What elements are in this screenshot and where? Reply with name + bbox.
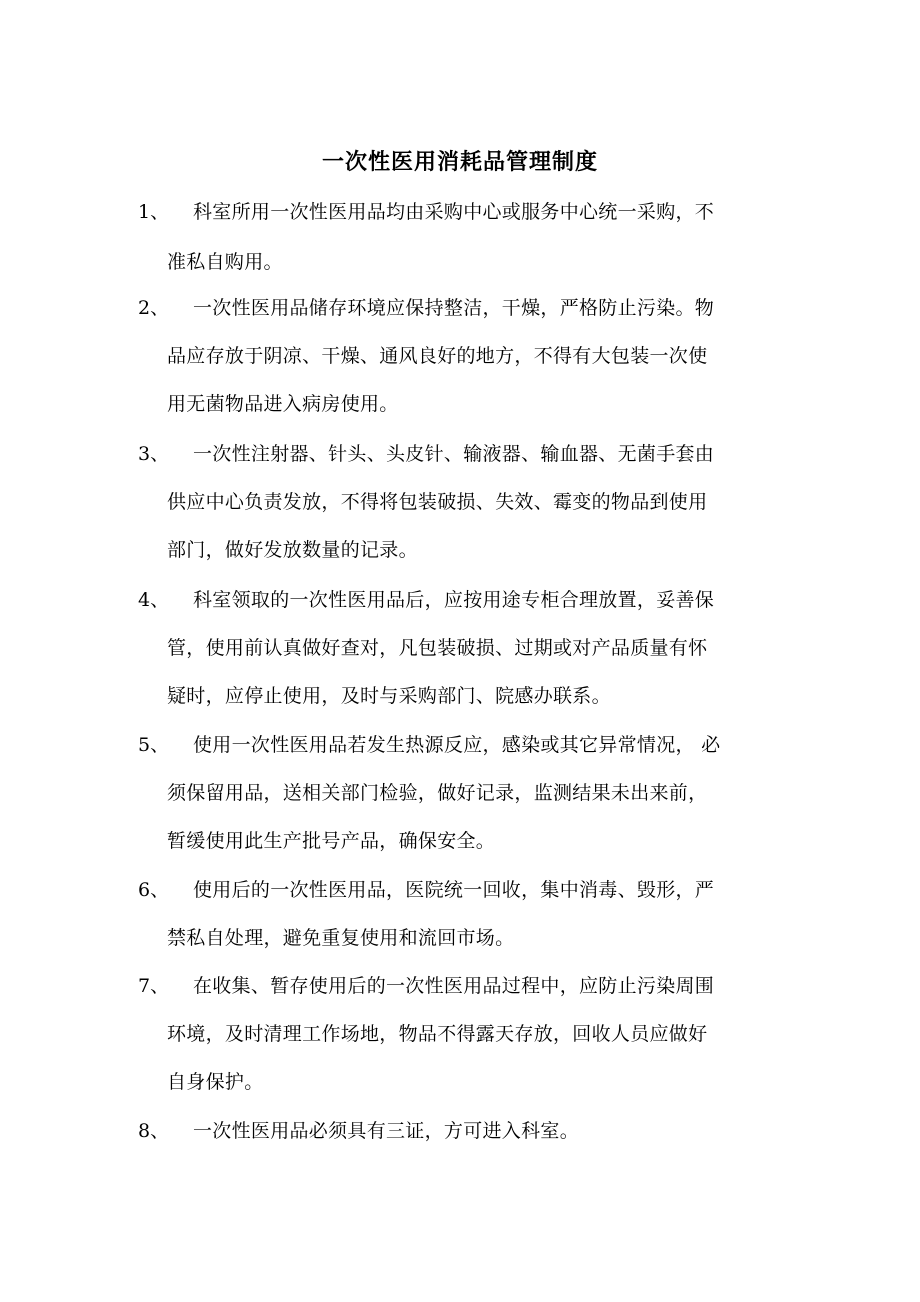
item-line: 使用一次性医用品若发生热源反应，感染或其它异常情况， 必 [193, 734, 721, 756]
item-number: 3、 [138, 443, 170, 465]
item-number: 4、 [138, 589, 170, 611]
item-line: 须保留用品，送相关部门检验，做好记录，监测结果未出来前， [167, 782, 708, 804]
item-number: 5、 [138, 734, 170, 756]
item-number: 7、 [138, 975, 170, 997]
item-line: 自身保护。 [167, 1071, 264, 1093]
item-number: 6、 [138, 879, 170, 901]
item-number: 2、 [138, 297, 170, 319]
document-title: 一次性医用消耗品管理制度 [321, 149, 598, 175]
item-line: 一次性医用品必须具有三证，方可进入科室。 [193, 1120, 580, 1142]
item-line: 暂缓使用此生产批号产品，确保安全。 [167, 830, 496, 852]
item-line: 科室领取的一次性医用品后，应按用途专柜合理放置，妥善保 [193, 589, 715, 611]
item-line: 用无菌物品进入病房使用。 [167, 393, 399, 415]
item-line: 部门，做好发放数量的记录。 [167, 539, 418, 561]
item-number: 8、 [138, 1120, 170, 1142]
item-line: 疑时，应停止使用，及时与采购部门、院感办联系。 [167, 685, 611, 707]
item-line: 环境，及时清理工作场地，物品不得露天存放，回收人员应做好 [167, 1023, 708, 1045]
item-line: 品应存放于阴凉、干燥、通风良好的地方，不得有大包装一次使 [167, 345, 708, 367]
item-line: 使用后的一次性医用品，医院统一回收，集中消毒、毁形，严 [193, 879, 715, 901]
item-line: 管，使用前认真做好查对，凡包装破损、过期或对产品质量有怀 [167, 637, 708, 659]
item-number: 1、 [138, 201, 170, 223]
item-line: 准私自购用。 [167, 251, 283, 273]
item-line: 在收集、暂存使用后的一次性医用品过程中，应防止污染周围 [193, 975, 715, 997]
item-line: 禁私自处理，避免重复使用和流回市场。 [167, 927, 515, 949]
item-line: 供应中心负责发放，不得将包装破损、失效、霉变的物品到使用 [167, 491, 708, 513]
item-line: 科室所用一次性医用品均由采购中心或服务中心统一采购，不 [193, 201, 715, 223]
item-line: 一次性注射器、针头、头皮针、输液器、输血器、无菌手套由 [193, 443, 715, 465]
item-line: 一次性医用品储存环境应保持整洁，干燥，严格防止污染。物 [193, 297, 715, 319]
